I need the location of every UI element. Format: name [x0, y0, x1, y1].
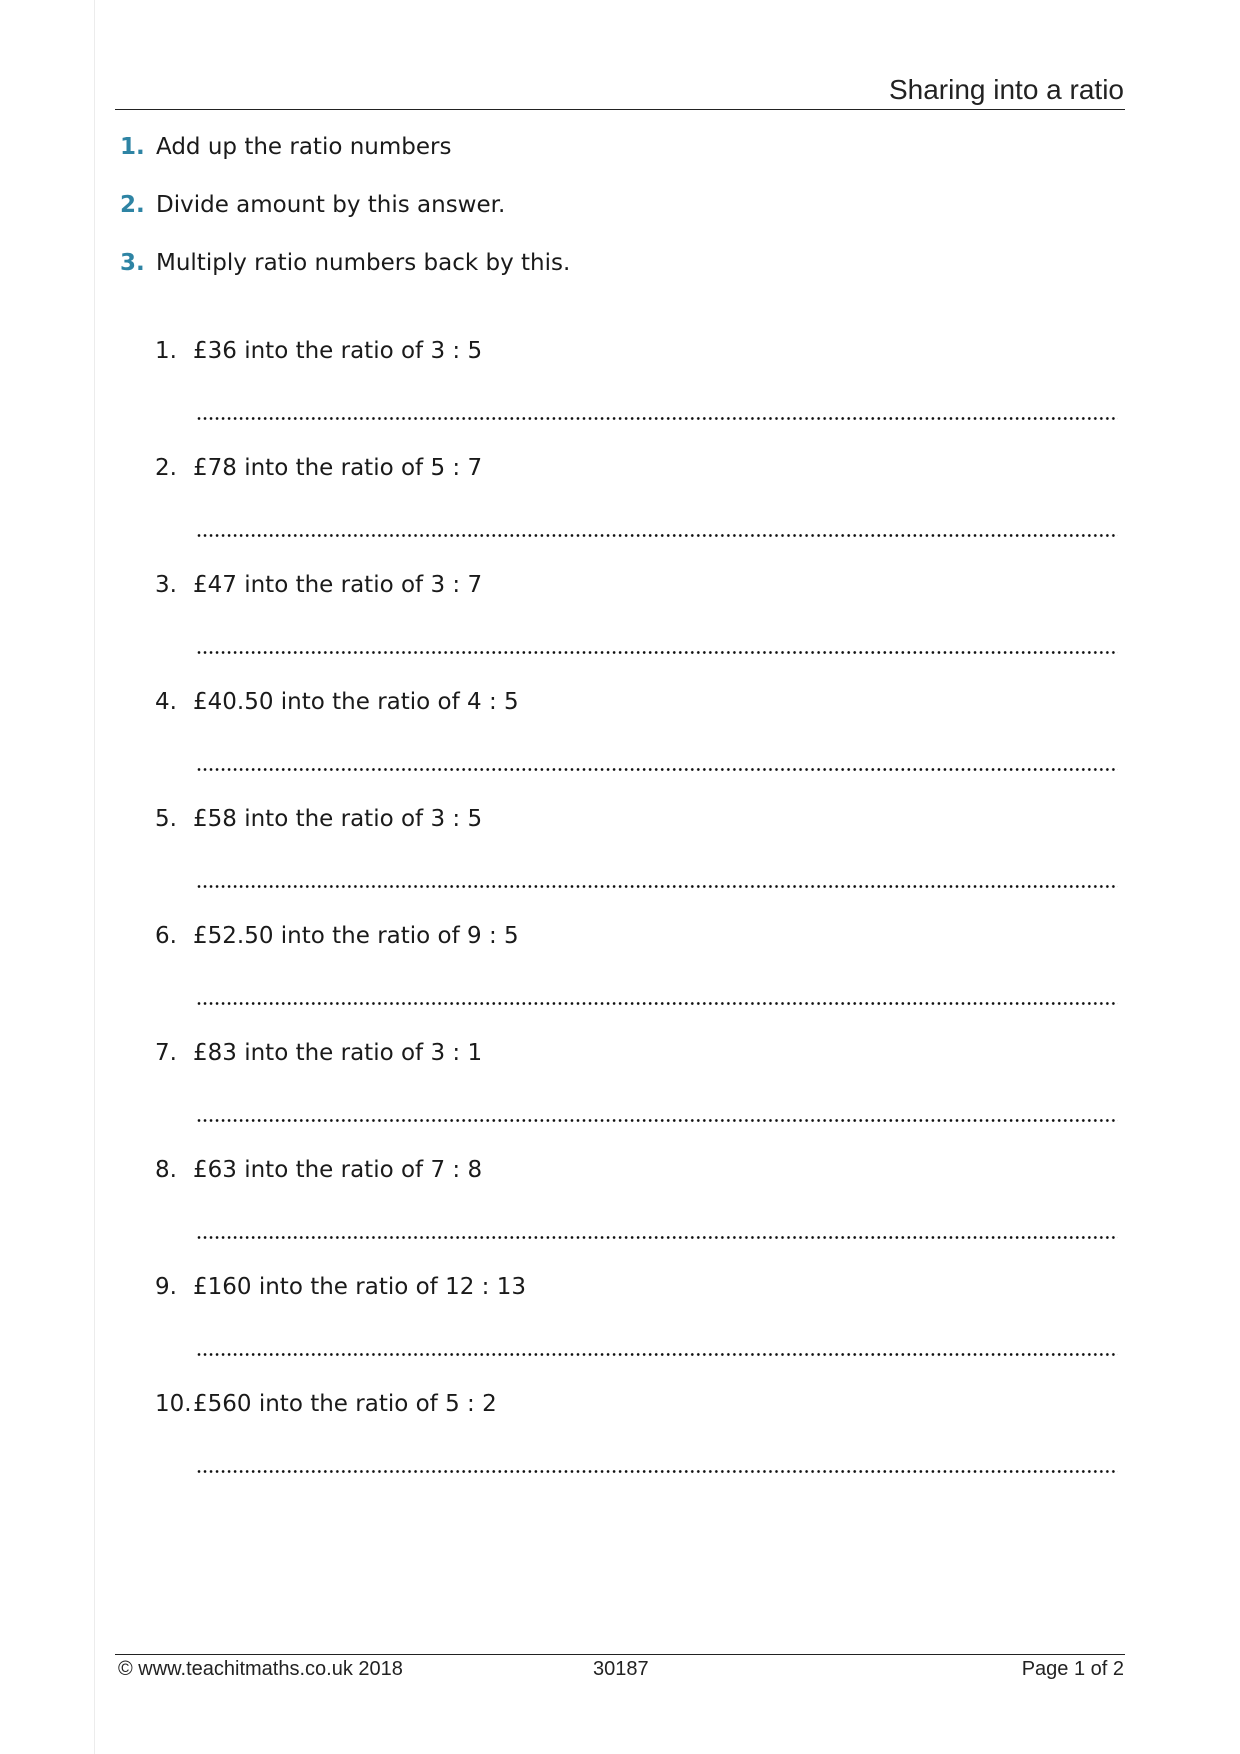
- step-1: [120, 134, 451, 160]
- step-number: 1.: [120, 134, 145, 160]
- question-text: £36 into the ratio of 3 : 5: [193, 338, 483, 364]
- answer-line-5[interactable]: [196, 885, 1118, 888]
- question-text: £52.50 into the ratio of 9 : 5: [193, 923, 519, 949]
- footer-copyright: © www.teachitmaths.co.uk 2018: [118, 1658, 403, 1680]
- footer-page-number: Page 1 of 2: [1021, 1658, 1124, 1680]
- question-4: [155, 689, 519, 715]
- step-text: Multiply ratio numbers back by this.: [156, 250, 571, 276]
- question-9: [155, 1274, 526, 1300]
- answer-line-2[interactable]: [196, 534, 1118, 537]
- step-text: Divide amount by this answer.: [156, 192, 506, 218]
- question-1: [155, 338, 482, 364]
- answer-line-3[interactable]: [196, 651, 1118, 654]
- answer-line-7[interactable]: [196, 1119, 1118, 1122]
- answer-line-1[interactable]: [196, 417, 1118, 420]
- answer-line-6[interactable]: [196, 1002, 1118, 1005]
- footer-resource-code: 30187: [593, 1658, 649, 1680]
- question-number: 10.: [155, 1391, 192, 1417]
- footer-divider: [115, 1654, 1125, 1655]
- question-text: £58 into the ratio of 3 : 5: [193, 806, 483, 832]
- answer-line-10[interactable]: [196, 1470, 1118, 1473]
- answer-line-8[interactable]: [196, 1236, 1118, 1239]
- question-number: 8.: [155, 1157, 177, 1183]
- question-text: £560 into the ratio of 5 : 2: [193, 1391, 497, 1417]
- step-number: 2.: [120, 192, 145, 218]
- step-3: [120, 250, 570, 276]
- question-text: £40.50 into the ratio of 4 : 5: [193, 689, 519, 715]
- question-number: 9.: [155, 1274, 177, 1300]
- step-2: [120, 192, 505, 218]
- question-number: 1.: [155, 338, 177, 364]
- page-title: Sharing into a ratio: [888, 74, 1124, 105]
- question-text: £160 into the ratio of 12 : 13: [193, 1274, 526, 1300]
- question-number: 6.: [155, 923, 177, 949]
- question-text: £63 into the ratio of 7 : 8: [193, 1157, 483, 1183]
- question-number: 4.: [155, 689, 177, 715]
- header-divider: [115, 109, 1125, 110]
- step-text: Add up the ratio numbers: [156, 134, 452, 160]
- step-number: 3.: [120, 250, 145, 276]
- question-text: £47 into the ratio of 3 : 7: [193, 572, 483, 598]
- question-text: £78 into the ratio of 5 : 7: [193, 455, 483, 481]
- question-7: [155, 1040, 482, 1066]
- question-number: 3.: [155, 572, 177, 598]
- page-margin-line: [94, 0, 95, 1754]
- answer-line-4[interactable]: [196, 768, 1118, 771]
- question-6: [155, 923, 519, 949]
- question-number: 2.: [155, 455, 177, 481]
- question-3: [155, 572, 482, 598]
- question-number: 7.: [155, 1040, 177, 1066]
- question-5: [155, 806, 482, 832]
- question-text: £83 into the ratio of 3 : 1: [193, 1040, 483, 1066]
- question-number: 5.: [155, 806, 177, 832]
- question-8: [155, 1157, 482, 1183]
- question-2: [155, 455, 482, 481]
- answer-line-9[interactable]: [196, 1353, 1118, 1356]
- question-10: [155, 1391, 497, 1417]
